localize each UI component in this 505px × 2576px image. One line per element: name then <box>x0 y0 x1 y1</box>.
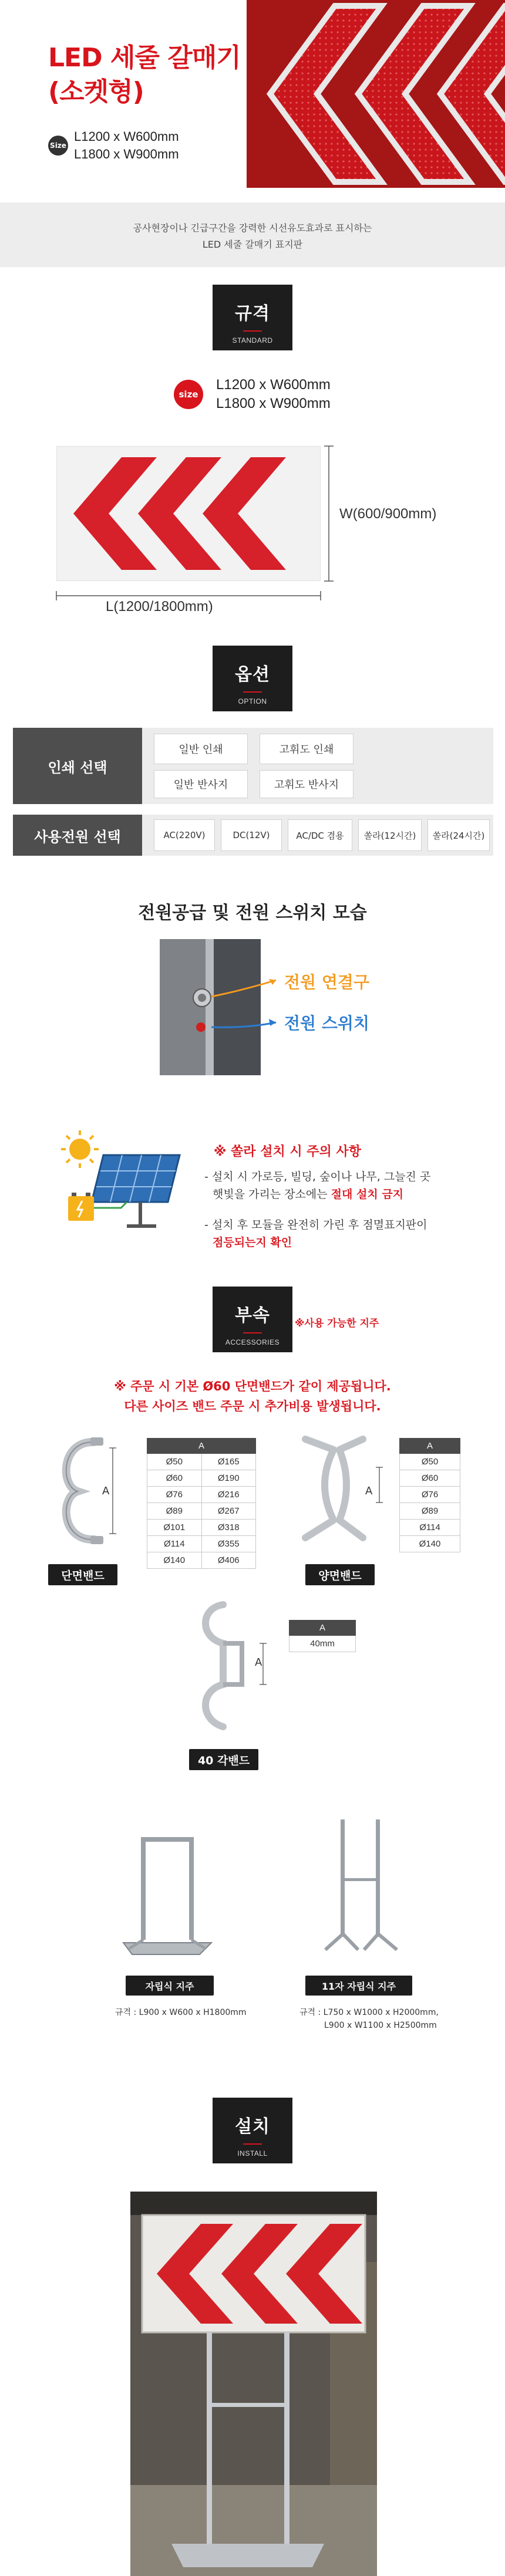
table-cell: Ø50 <box>400 1454 460 1470</box>
hero-size-line2: L1800 x W900mm <box>74 147 179 161</box>
solar-bullet1-line1: - 설치 시 가로등, 빌딩, 숲이나 나무, 그늘진 곳 <box>204 1170 431 1183</box>
table-row <box>400 1536 460 1552</box>
double-band-table <box>399 1438 460 1552</box>
single-band-name: 단면밴드 <box>48 1564 117 1585</box>
install-photo-graphic <box>130 2192 377 2576</box>
accessories-divider <box>243 1332 262 1333</box>
standard-width-label: W(600/900mm) <box>339 506 437 522</box>
double-band-dim-label: A <box>365 1485 373 1497</box>
standard-length-label: L(1200/1800mm) <box>106 599 213 615</box>
option-sheet-high-intensity[interactable]: 고휘도 반사지 <box>260 770 354 798</box>
option-print-label: 인쇄 선택 <box>13 728 142 804</box>
option-power-dc[interactable]: DC(12V) <box>221 819 282 851</box>
square-band-table-header: A <box>289 1620 356 1636</box>
option-sheet-normal[interactable]: 일반 반사지 <box>154 770 248 798</box>
stand2-spec-line2: L900 x W1100 x H2500mm <box>324 2021 437 2030</box>
stand2-spec <box>299 2006 439 2032</box>
double-band-illustration <box>298 1432 392 1549</box>
table-cell: Ø89 <box>147 1503 202 1520</box>
table-row <box>400 1470 460 1487</box>
single-band-dim-label: A <box>102 1485 110 1497</box>
table-cell: Ø140 <box>400 1536 460 1552</box>
hero-title-line1: LED 세줄 갈매기 <box>48 43 241 73</box>
solar-caution-title: ※ 쏠라 설치 시 주의 사항 <box>214 1144 361 1159</box>
table-cell: Ø101 <box>147 1520 202 1536</box>
standard-divider <box>243 330 262 332</box>
accessories-header <box>213 1287 292 1352</box>
accessories-subtitle: ACCESSORIES <box>225 1338 280 1346</box>
table-cell: Ø89 <box>400 1503 460 1520</box>
table-cell: Ø114 <box>400 1520 460 1536</box>
accessories-notice <box>0 1376 505 1416</box>
standard-size-lines <box>216 376 331 413</box>
solar-caution-bullet1 <box>204 1168 430 1203</box>
standard-dimension-lines <box>53 443 346 613</box>
hero-size <box>48 128 179 163</box>
table-cell: Ø318 <box>201 1520 256 1536</box>
description-line1: 공사현장이나 긴급구간을 강력한 시선유도효과로 표시하는 <box>133 222 372 234</box>
accessories-notice-line2: 다른 사이즈 밴드 주문 시 추가비용 발생됩니다. <box>124 1399 381 1413</box>
table-cell: Ø60 <box>147 1470 202 1487</box>
option-divider <box>243 691 262 693</box>
hero-size-badge: Size <box>48 136 68 156</box>
power-switch-label: 전원 스위치 <box>284 1014 369 1033</box>
install-photo <box>130 2192 377 2576</box>
accessories-notice-line1: ※ 주문 시 기본 Ø60 단면밴드가 같이 제공됩니다. <box>114 1379 391 1393</box>
stand1-name: 자립식 지주 <box>126 1976 214 1996</box>
standard-size <box>174 376 331 413</box>
install-title: 설치 <box>235 2116 270 2137</box>
single-band-illustration <box>49 1435 126 1547</box>
table-row <box>400 1454 460 1470</box>
table-row <box>400 1520 460 1536</box>
hero-chevron-graphic <box>247 0 505 188</box>
solar-bullet1-warning: 절대 설치 금지 <box>331 1188 404 1201</box>
table-cell: Ø406 <box>201 1552 256 1569</box>
table-row <box>147 1536 256 1552</box>
standard-size-line2: L1800 x W900mm <box>216 396 331 411</box>
power-section-title: 전원공급 및 전원 스위치 모습 <box>138 903 367 923</box>
description-band <box>0 202 505 267</box>
option-title: 옵션 <box>235 664 270 685</box>
option-power-ac[interactable]: AC(220V) <box>154 819 215 851</box>
standard-size-line1: L1200 x W600mm <box>216 377 331 393</box>
option-power-solar12[interactable]: 쏠라(12시간) <box>358 819 422 851</box>
table-row <box>147 1552 256 1569</box>
power-connector-label: 전원 연결구 <box>284 973 369 992</box>
option-subtitle: OPTION <box>238 697 267 705</box>
table-cell: Ø355 <box>201 1536 256 1552</box>
double-band-table-header: A <box>400 1439 460 1454</box>
standard-title: 규격 <box>235 303 270 324</box>
table-row <box>289 1636 356 1652</box>
single-band-table <box>147 1438 256 1569</box>
solar-panel-icon <box>56 1126 191 1231</box>
square-band-table <box>289 1620 356 1652</box>
table-row <box>400 1487 460 1503</box>
square-band-illustration <box>188 1596 282 1737</box>
hero-size-line1: L1200 x W600mm <box>74 129 179 144</box>
table-row <box>147 1520 256 1536</box>
table-row <box>147 1487 256 1503</box>
table-cell: Ø76 <box>400 1487 460 1503</box>
option-print-high-intensity[interactable]: 고휘도 인쇄 <box>260 734 354 764</box>
table-cell: Ø140 <box>147 1552 202 1569</box>
table-row <box>400 1503 460 1520</box>
install-divider <box>243 2143 262 2145</box>
install-header <box>213 2098 292 2163</box>
double-band-name: 양면밴드 <box>305 1564 375 1585</box>
standard-subtitle: STANDARD <box>232 336 273 345</box>
solar-bullet1-line2 <box>204 1186 430 1203</box>
table-cell: Ø76 <box>147 1487 202 1503</box>
table-cell: 40mm <box>289 1636 356 1652</box>
stand2-spec-line1: 규격 : L750 x W1000 x H2000mm, <box>299 2008 439 2017</box>
stand2-name: 11자 자립식 지주 <box>305 1976 412 1996</box>
table-row <box>147 1454 256 1470</box>
standard-header <box>213 285 292 350</box>
solar-bullet2-warning: 점등되는지 확인 <box>213 1236 292 1249</box>
table-row <box>147 1470 256 1487</box>
stand1-illustration <box>117 1831 217 1960</box>
table-cell: Ø165 <box>201 1454 256 1470</box>
solar-bullet1-line2-pre: 햇빛을 가리는 장소에는 <box>213 1188 331 1201</box>
description-line2: LED 세줄 갈매기 표지판 <box>202 239 303 250</box>
stand2-illustration <box>317 1814 405 1960</box>
hero-section <box>0 0 505 188</box>
hero-title-line2: (소켓형) <box>48 77 144 107</box>
standard-size-badge: size <box>174 380 203 409</box>
install-subtitle: INSTALL <box>237 2149 268 2158</box>
solar-bullet2-line1: - 설치 후 모듈을 완전히 가린 후 점멸표지판이 <box>204 1218 427 1231</box>
option-header <box>213 646 292 711</box>
table-row <box>147 1503 256 1520</box>
stand1-spec: 규격 : L900 x W600 x H1800mm <box>115 2008 247 2017</box>
option-power-row <box>13 815 493 856</box>
single-band-table-header: A <box>147 1439 256 1454</box>
table-cell: Ø267 <box>201 1503 256 1520</box>
hero-board-image <box>247 0 505 188</box>
power-pointer-arrows <box>194 957 288 1039</box>
hero-title <box>48 41 241 109</box>
option-power-label: 사용전원 선택 <box>13 815 142 856</box>
table-cell: Ø190 <box>201 1470 256 1487</box>
accessories-title: 부속 <box>235 1305 270 1326</box>
table-cell: Ø216 <box>201 1487 256 1503</box>
solar-caution-bullet2 <box>204 1216 427 1251</box>
hero-size-lines <box>74 128 179 163</box>
square-band-dim-label: A <box>255 1656 262 1669</box>
table-cell: Ø50 <box>147 1454 202 1470</box>
table-cell: Ø60 <box>400 1470 460 1487</box>
option-print-row <box>13 728 493 804</box>
option-print-normal[interactable]: 일반 인쇄 <box>154 734 248 764</box>
option-power-solar24[interactable]: 쏠라(24시간) <box>427 819 490 851</box>
square-band-name: 40 각밴드 <box>189 1749 258 1770</box>
accessories-side-note: ※사용 가능한 지주 <box>295 1318 379 1329</box>
option-power-acdc[interactable]: AC/DC 겸용 <box>288 819 352 851</box>
table-cell: Ø114 <box>147 1536 202 1552</box>
